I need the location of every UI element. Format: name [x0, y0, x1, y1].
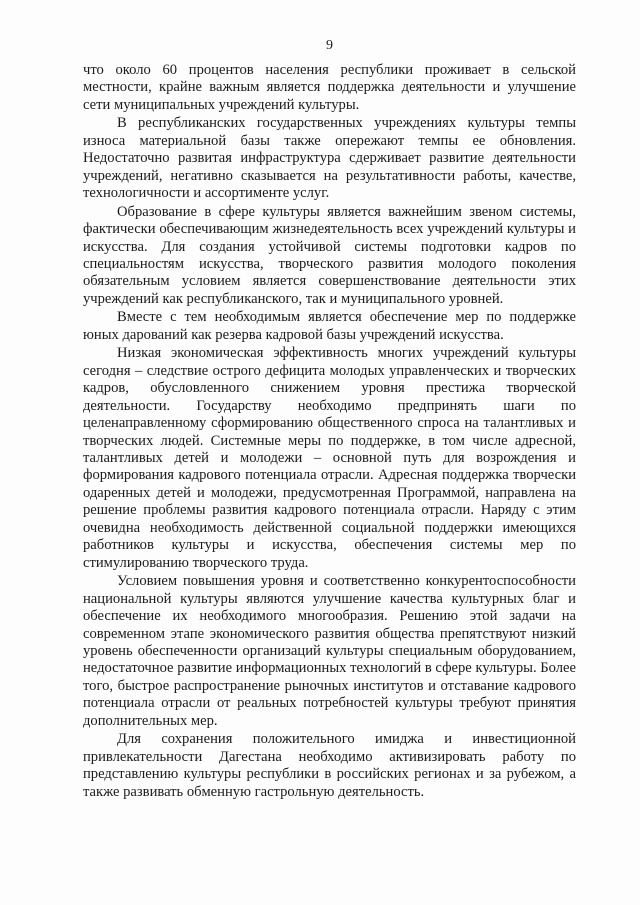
paragraph-competitiveness: Условием повышения уровня и соответственно конкурентоспособности национальной культуры являются улучшение качества культурных благ и обеспечение их необходимого многообразия. Решению этой задачи на современном этапе экономического развития общества препятствуют низкий уровень обеспеченности организаций культуры специальным оборудованием, недостаточное развитие информационных технологий в сфере культуры. Более того, быстрое распространение рыночных институтов и отставание кадрового потенциала отрасли от реальных потребностей культуры требуют принятия дополнительных мер. [83, 573, 576, 729]
paragraph-image-and-touring: Для сохранения положительного имиджа и инвестиционной привлекательности Дагестана необходимо активизировать работу по представлению культуры республики в российских регионах и за рубежом, а также развивать обменную гастрольную деятельность. [83, 731, 576, 800]
paragraph-young-talents: Вместе с тем необходимым является обеспечение мер по поддержке юных дарований как резерва кадровой базы учреждений искусства. [83, 309, 576, 343]
paragraph-culture-education: Образование в сфере культуры является важнейшим звеном системы, фактически обеспечивающим жизнедеятельность всех учреждений культуры и искусства. Для создания устойчивой системы подготовки кадров по специальностям искусства, творческого развития молодого поколения обязательным условием является совершенствование деятельности этих учреждений как республиканского, так и муниципального уровней. [83, 203, 576, 307]
paragraph-economic-efficiency: Низкая экономическая эффективность многих учреждений культуры сегодня – следствие острого дефицита молодых управленческих и творческих кадров, обусловленного снижением уровня престижа творческой деятельности. Государству необходимо предпринять шаги по целенаправленному сформированию общественного спроса на талантливых и творческих людей. Системные меры по поддержке, в том числе адресной, талантливых детей и молодежи – основной путь для возрождения и формирования кадрового потенциала отрасли. Адресная поддержка творчески одаренных детей и молодежи, предусмотренная Программой, направлена на решение проблемы развития кадрового потенциала отрасли. Наряду с этим очевидна необходимость действенной социальной поддержки имеющихся работников культуры и искусства, обеспечения системы мер по стимулированию творческого труда. [83, 345, 576, 571]
page-number: 9 [326, 38, 333, 53]
paragraph-republican-institutions: В республиканских государственных учреждениях культуры темпы износа материальной базы также опережают темпы ее обновления. Недостаточно развитая инфраструктура сдерживает развитие деятельности учреждений, негативно сказывается на результативности работы, качестве, технологичности и ассортименте услуг. [83, 115, 576, 202]
paragraph-rural-institutions: что около 60 процентов населения республики проживает в сельской местности, крайне важным является поддержка деятельности и улучшение сети муниципальных учреждений культуры. [83, 62, 576, 113]
